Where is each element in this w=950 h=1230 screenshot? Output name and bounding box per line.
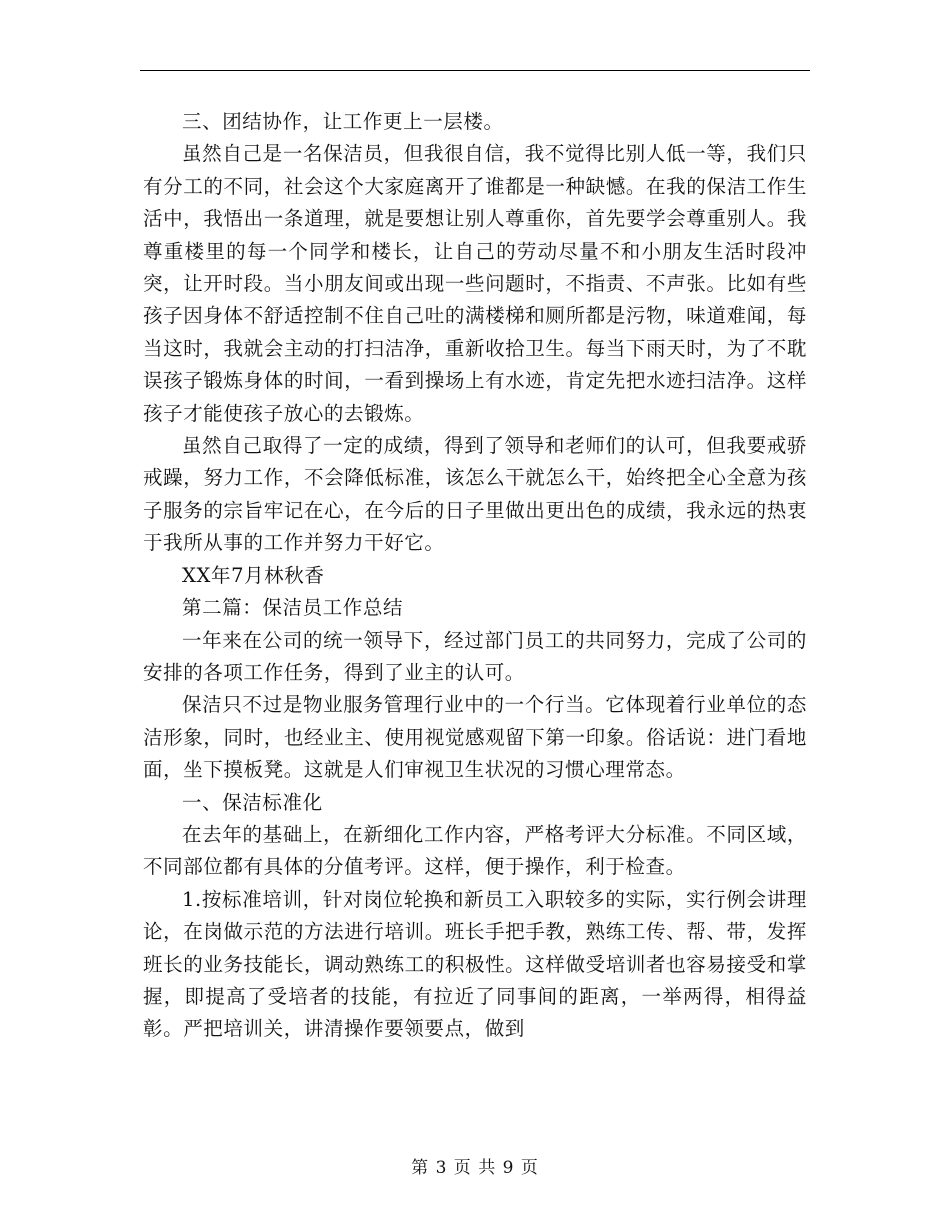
section-heading-teamwork: 三、团结协作，让工作更上一层楼。 — [182, 110, 504, 133]
chapter-title: 第二篇：保洁员工作总结 — [182, 596, 404, 620]
body-paragraph: 一年来在公司的统一领导下，经过部门员工的共同努力，完成了公司的安排的各项工作任务，得到了业主的认可。 — [143, 628, 807, 684]
body-paragraph: 保洁只不过是物业服务管理行业中的一个行当。它体现着行业单位的态洁形象，同时，也经业主、使用视觉感观留下第一印象。俗话说：进门看地面，坐下摸板凳。这就是人们审视卫生状况的习惯心理常态。 — [143, 693, 807, 782]
document-body — [143, 106, 807, 1046]
body-paragraph: 在去年的基础上，在新细化工作内容，严格考评大分标准。不同区域，不同部位都有具体的分值考评。这样，便于操作，利于检查。 — [143, 822, 807, 879]
body-paragraph: 虽然自己是一名保洁员，但我很自信，我不觉得比别人低一等，我们只有分工的不同，社会这个大家庭离开了谁都是一种缺憾。在我的保洁工作生活中，我悟出一条道理，就是要想让别人尊重你，首先要学会尊重别人。我尊重楼里的每一个同学和楼长，让自己的劳动尽量不和小朋友生活时段冲突，让开时段。当小朋友间或出现一些问题时，不指责、不声张。比如有些孩子因身体不舒适控制不住自己吐的满楼梯和厕所都是污物，味道难闻，每当这时，我就会主动的打扫洁净，重新收拾卫生。每当下雨天时，为了不耽误孩子锻炼身体的时间，一看到操场上有水迹，肯定先把水迹扫洁净。这样孩子才能使孩子放心的去锻炼。 — [143, 142, 807, 425]
page-number: 第 3 页 共 9 页 — [411, 1158, 539, 1178]
section-heading-standardization: 一、保洁标准化 — [182, 790, 323, 814]
body-paragraph: 虽然自己取得了一定的成绩，得到了领导和老师们的认可，但我要戒骄戒躁，努力工作，不会降低标准，该怎么干就怎么干，始终把全心全意为孩子服务的宗旨牢记在心，在今后的日子里做出更出色的成绩，我永远的热衷于我所从事的工作并努力干好它。 — [143, 434, 807, 555]
signature-line: XX年7月林秋香 — [182, 563, 325, 587]
header-rule — [140, 70, 810, 71]
page-footer — [0, 1153, 950, 1178]
body-paragraph: 1.按标准培训，针对岗位轮换和新员工入职较多的实际，实行例会讲理论，在岗做示范的方法进行培训。班长手把手教，熟练工传、帮、带，发挥班长的业务技能长，调动熟练工的积极性。这样做受培训者也容易接受和掌握，即提高了受培者的技能，有拉近了同事间的距离，一举两得，相得益彰。严把培训关，讲清操作要领要点，做到 — [143, 887, 807, 1041]
